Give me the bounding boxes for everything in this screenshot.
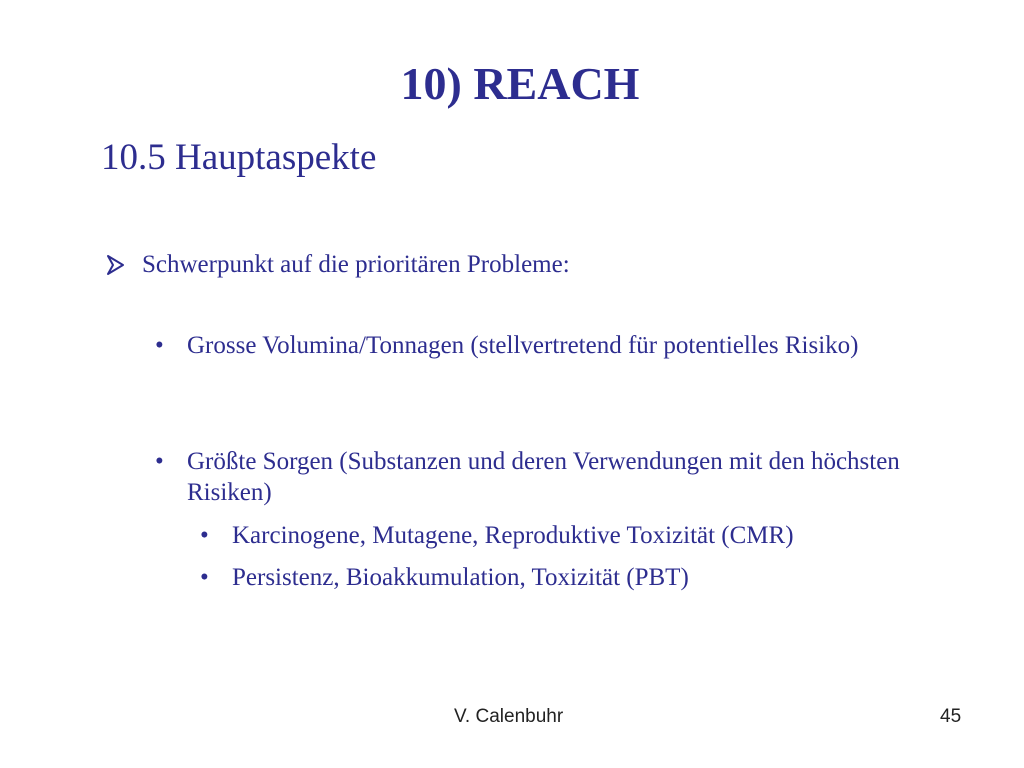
slide-subtitle: 10.5 Hauptaspekte [101, 137, 377, 178]
footer-author: V. Calenbuhr [454, 706, 564, 727]
lead-bullet-text: Schwerpunkt auf die prioritären Probleme: [142, 251, 570, 278]
sub-bullet-text: Karcinogene, Mutagene, Reproduktive Toxizität (CMR) [232, 522, 794, 549]
bullet-text: Größte Sorgen (Substanzen und deren Verwendungen mit den höchsten Risiken) [187, 448, 900, 506]
bullet-marker: • [155, 448, 164, 475]
sub-bullet-text: Persistenz, Bioakkumulation, Toxizität (PBT) [232, 564, 689, 591]
slide-title: 10) REACH [400, 58, 640, 109]
sub-bullet-marker: • [200, 522, 209, 549]
page-number: 45 [940, 706, 962, 727]
bullet-text: Grosse Volumina/Tonnagen (stellvertretend für potentielles Risiko) [187, 332, 859, 359]
arrow-bullet-icon [105, 254, 129, 278]
bullet-marker: • [155, 332, 164, 359]
sub-bullet-marker: • [200, 564, 209, 591]
